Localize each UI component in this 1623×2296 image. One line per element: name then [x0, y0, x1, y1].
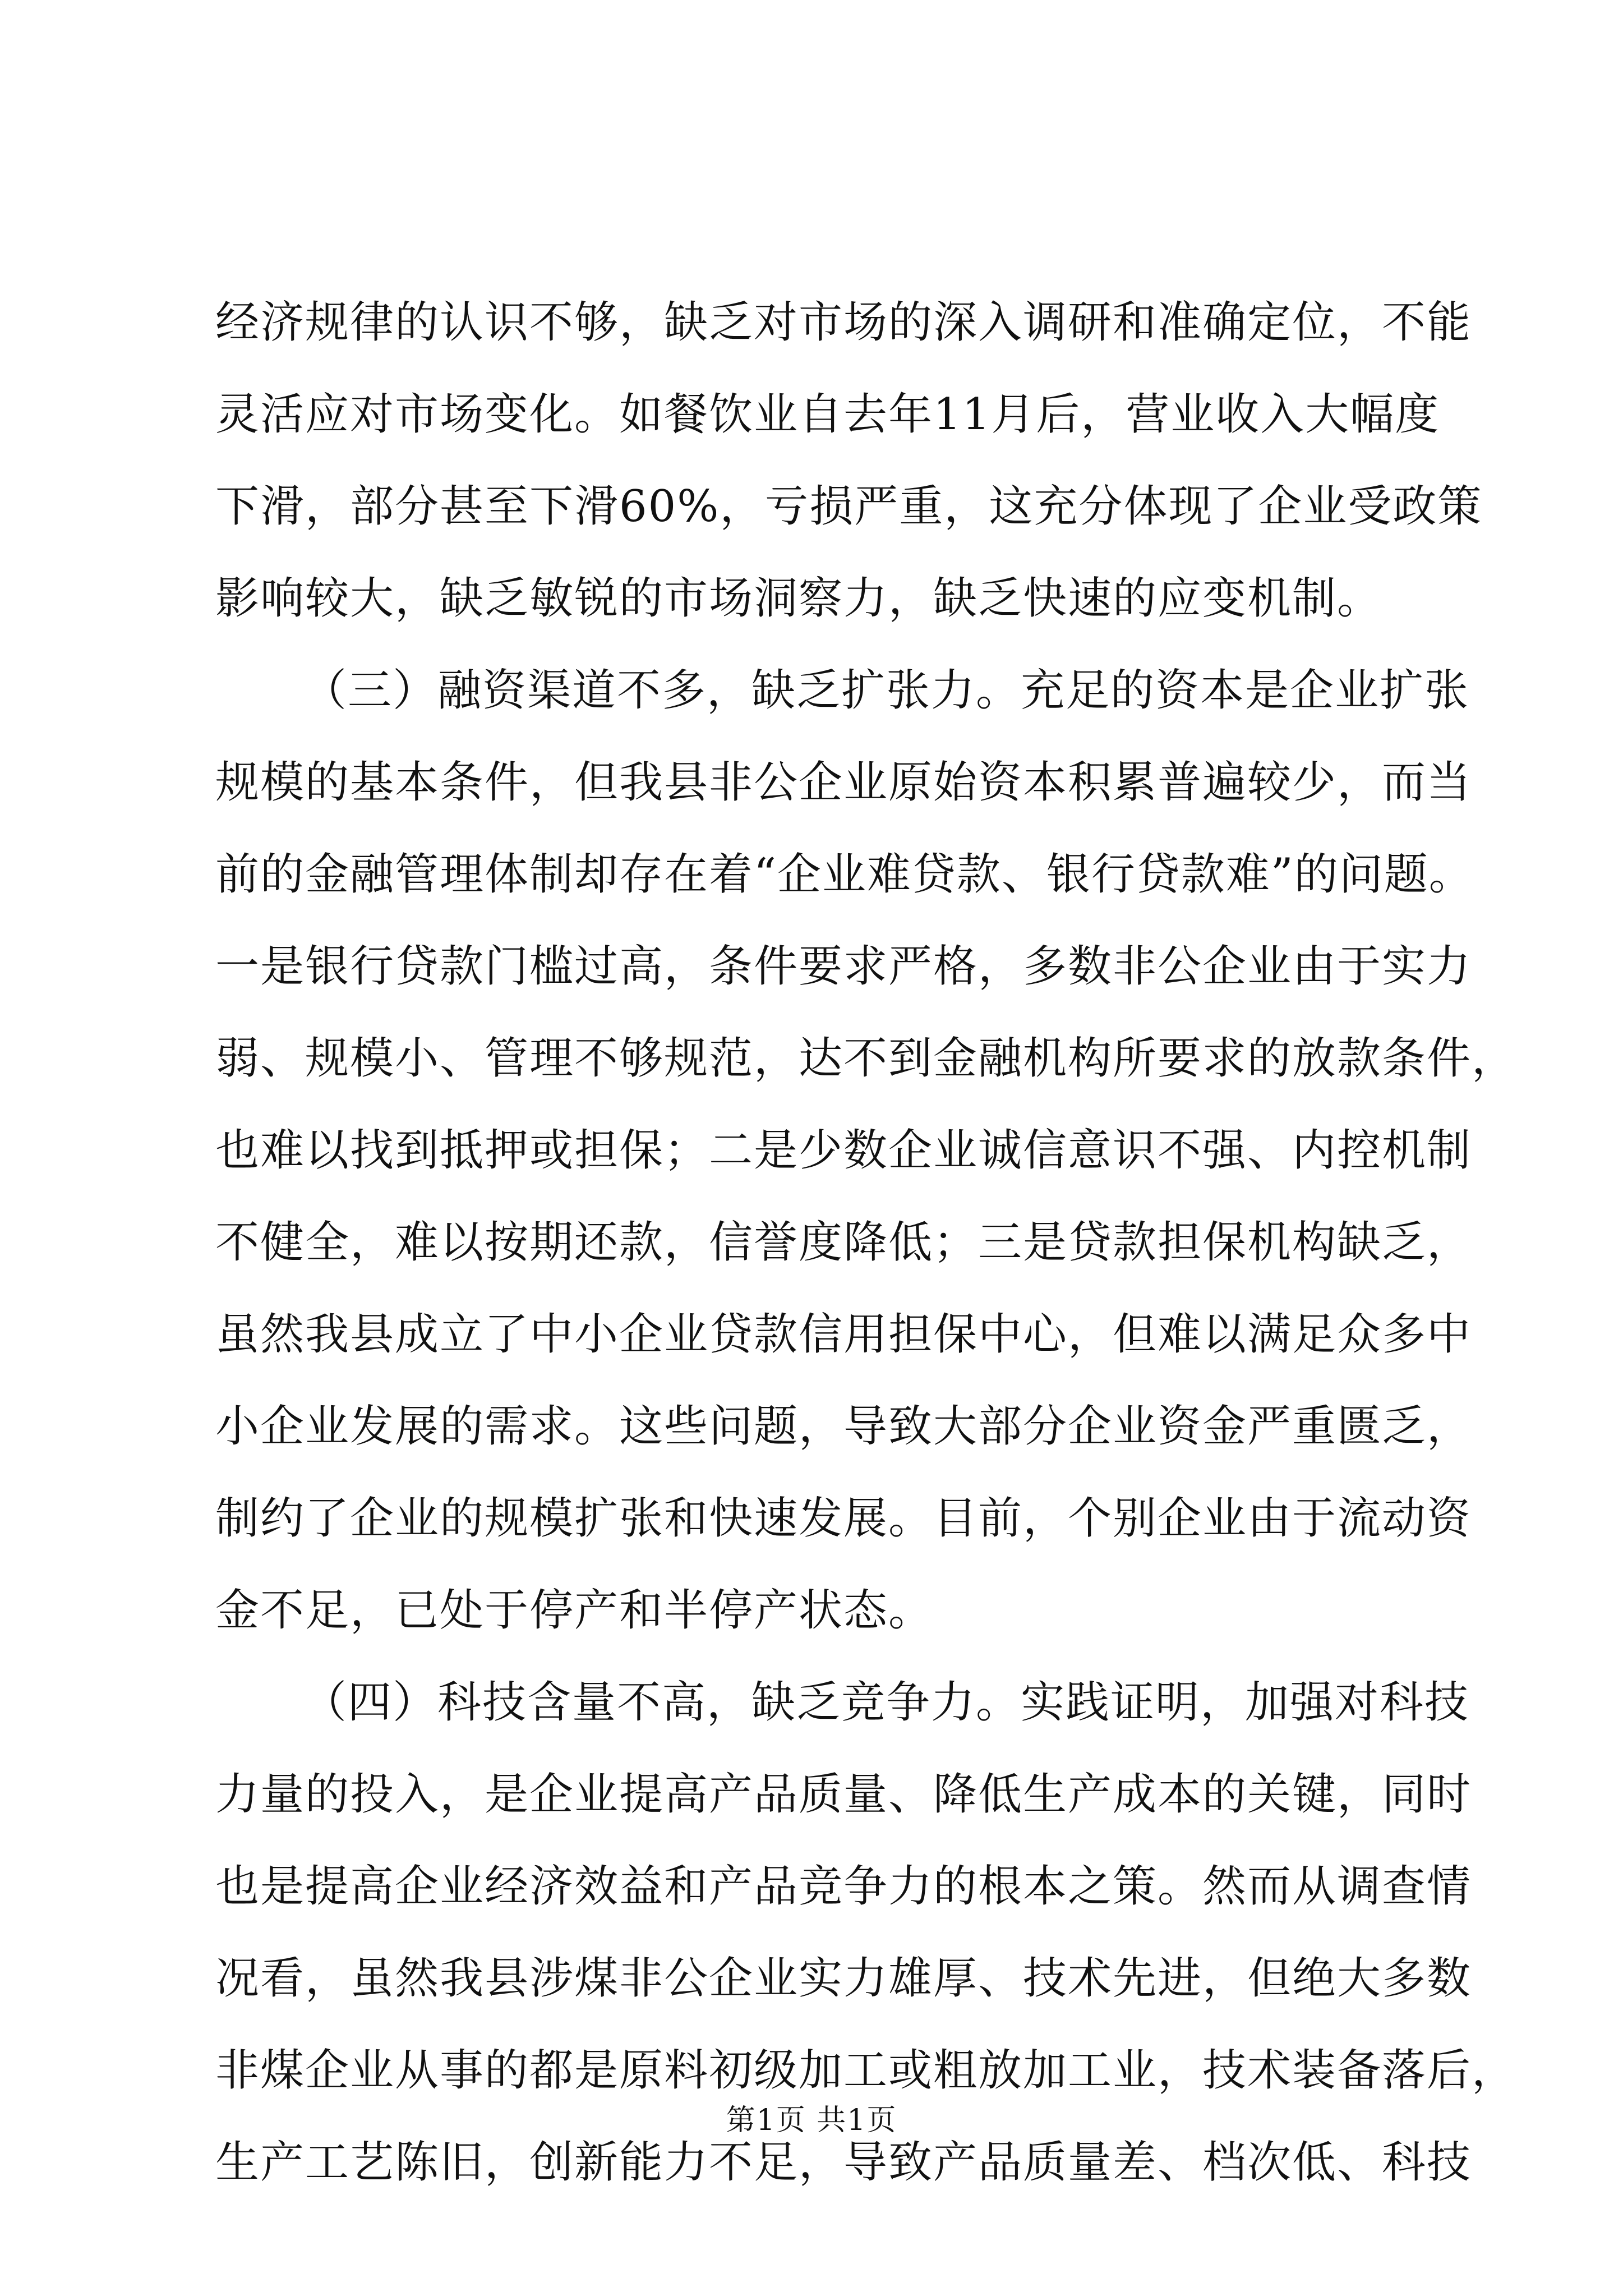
text-line: 也是提高企业经济效益和产品竞争力的根本之策。然而从调查情	[215, 1861, 1472, 1912]
text-line: 一是银行贷款门槛过高，条件要求严格，多数非公企业由于实力	[215, 941, 1472, 992]
text-line: 下滑，部分甚至下滑60%，亏损严重，这充分体现了企业受政策	[215, 481, 1483, 532]
page-number-footer: 第1页 共1页	[726, 2104, 897, 2137]
text-line: 经济规律的认识不够，缺乏对市场的深入调研和准确定位，不能	[215, 297, 1472, 348]
text-line: 金不足，已处于停产和半停产状态。	[215, 1585, 934, 1636]
text-line: 灵活应对市场变化。如餐饮业自去年11月后，营业收入大幅度	[215, 389, 1440, 440]
text-line: 虽然我县成立了中小企业贷款信用担保中心，但难以满足众多中	[215, 1309, 1472, 1360]
text-line: 也难以找到抵押或担保；二是少数企业诚信意识不强、内控机制	[215, 1125, 1472, 1176]
text-line: 弱、规模小、管理不够规范，达不到金融机构所要求的放款条件，	[215, 1033, 1517, 1084]
text-line: 非煤企业从事的都是原料初级加工或粗放加工业，技术装备落后，	[215, 2045, 1517, 2096]
text-line: 不健全，难以按期还款，信誉度降低；三是贷款担保机构缺乏，	[215, 1217, 1472, 1268]
text-line: 前的金融管理体制却存在着“企业难贷款、银行贷款难”的问题。	[215, 849, 1474, 900]
text-line: 生产工艺陈旧，创新能力不足，导致产品质量差、档次低、科技	[215, 2137, 1472, 2188]
text-line: 影响较大，缺乏敏锐的市场洞察力，缺乏快速的应变机制。	[215, 573, 1382, 624]
paragraph-start-line: （四）科技含量不高，缺乏竞争力。实践证明，加强对科技	[303, 1677, 1470, 1728]
paragraph-start-line: （三）融资渠道不多，缺乏扩张力。充足的资本是企业扩张	[303, 665, 1470, 716]
text-line: 力量的投入，是企业提高产品质量、降低生产成本的关键，同时	[215, 1769, 1472, 1820]
text-line: 制约了企业的规模扩张和快速发展。目前，个别企业由于流动资	[215, 1493, 1472, 1544]
text-line: 小企业发展的需求。这些问题，导致大部分企业资金严重匮乏，	[215, 1401, 1472, 1452]
text-line: 规模的基本条件，但我县非公企业原始资本积累普遍较少，而当	[215, 757, 1472, 808]
text-line: 况看，虽然我县涉煤非公企业实力雄厚、技术先进，但绝大多数	[215, 1953, 1472, 2004]
